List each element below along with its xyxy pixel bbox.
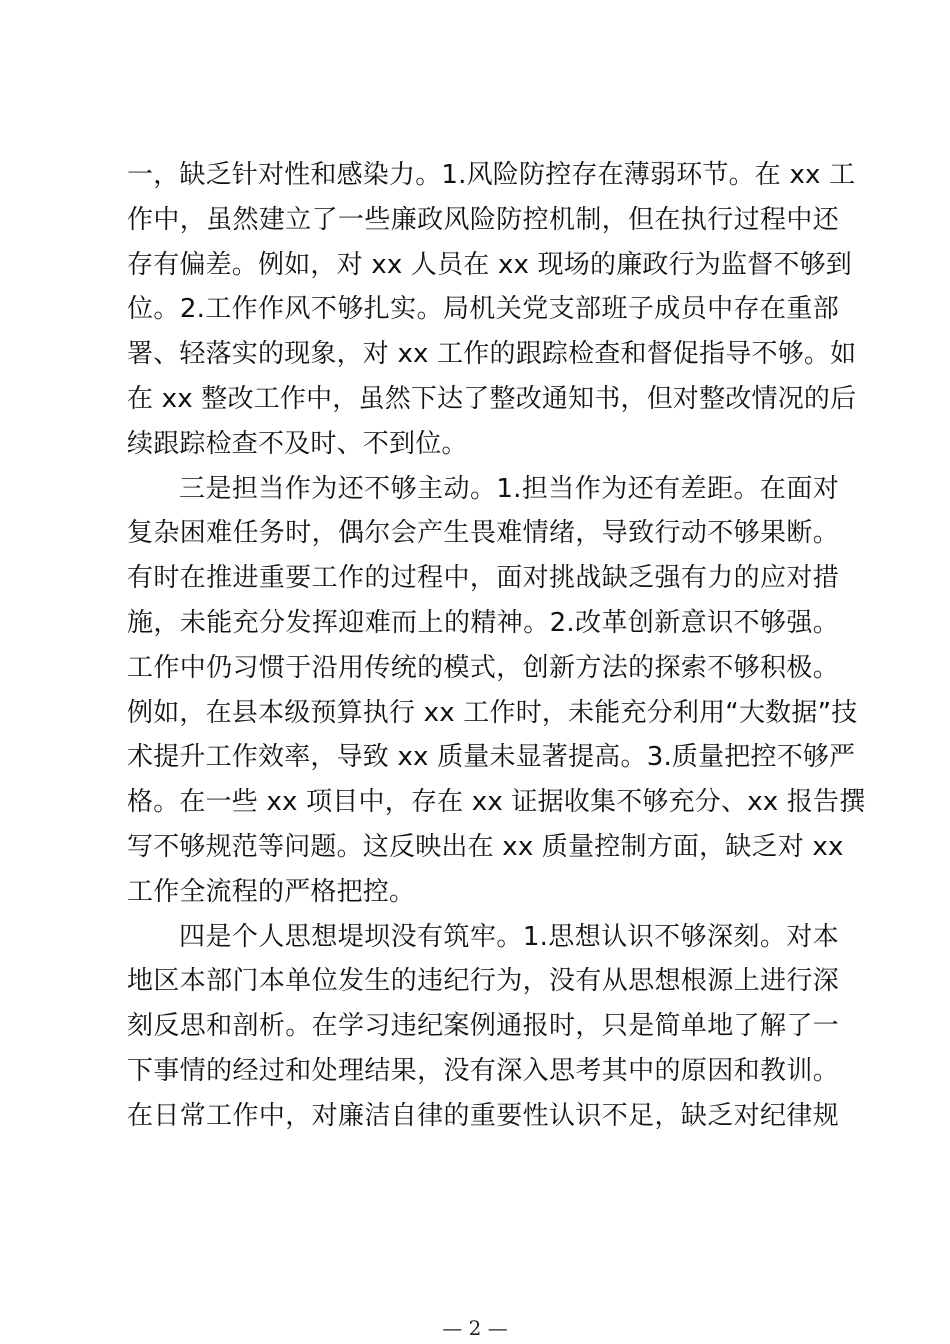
text-line: 术提升工作效率，导致 xx 质量未显著提高。3.质量把控不够严	[127, 742, 856, 773]
text-line: 工作全流程的严格把控。	[127, 876, 416, 907]
text-line: 一，缺乏针对性和感染力。1.风险防控存在薄弱环节。在 xx 工	[127, 160, 856, 190]
text-line: 复杂困难任务时，偶尔会产生畏难情绪，导致行动不够果断。	[127, 518, 839, 549]
text-line: 格。在一些 xx 项目中，存在 xx 证据收集不够充分、xx 报告撰	[127, 787, 866, 818]
text-line: 存有偏差。例如，对 xx 人员在 xx 现场的廉政行为监督不够到	[127, 249, 853, 280]
page-number: — 2 —	[442, 1316, 508, 1340]
text-line: 刻反思和剖析。在学习违纪案例通报时，只是简单地了解了一	[127, 1011, 839, 1042]
paragraph-start-line: 三是担当作为还不够主动。1.担当作为还有差距。在面对	[179, 473, 839, 504]
body-text	[127, 153, 866, 1139]
text-line: 有时在推进重要工作的过程中，面对挑战缺乏强有力的应对措	[127, 563, 839, 594]
text-line: 作中，虽然建立了一些廉政风险防控机制，但在执行过程中还	[127, 204, 839, 235]
text-line: 例如，在县本级预算执行 xx 工作时，未能充分利用“大数据”技	[127, 697, 858, 728]
text-line: 在 xx 整改工作中，虽然下达了整改通知书，但对整改情况的后	[127, 383, 857, 414]
text-line: 地区本部门本单位发生的违纪行为，没有从思想根源上进行深	[127, 966, 839, 997]
text-line: 署、轻落实的现象，对 xx 工作的跟踪检查和督促指导不够。如	[127, 339, 857, 370]
text-line: 施，未能充分发挥迎难而上的精神。2.改革创新意识不够强。	[127, 607, 839, 638]
text-line: 工作中仍习惯于沿用传统的模式，创新方法的探索不够积极。	[127, 652, 839, 683]
text-line: 位。2.工作作风不够扎实。局机关党支部班子成员中存在重部	[127, 294, 839, 325]
text-line: 下事情的经过和处理结果，没有深入思考其中的原因和教训。	[127, 1055, 839, 1086]
text-line: 在日常工作中，对廉洁自律的重要性认识不足，缺乏对纪律规	[127, 1100, 839, 1131]
text-line: 续跟踪检查不及时、不到位。	[127, 428, 468, 459]
paragraph-start-line: 四是个人思想堤坝没有筑牢。1.思想认识不够深刻。对本	[179, 921, 839, 952]
text-line: 写不够规范等问题。这反映出在 xx 质量控制方面，缺乏对 xx	[127, 831, 844, 862]
